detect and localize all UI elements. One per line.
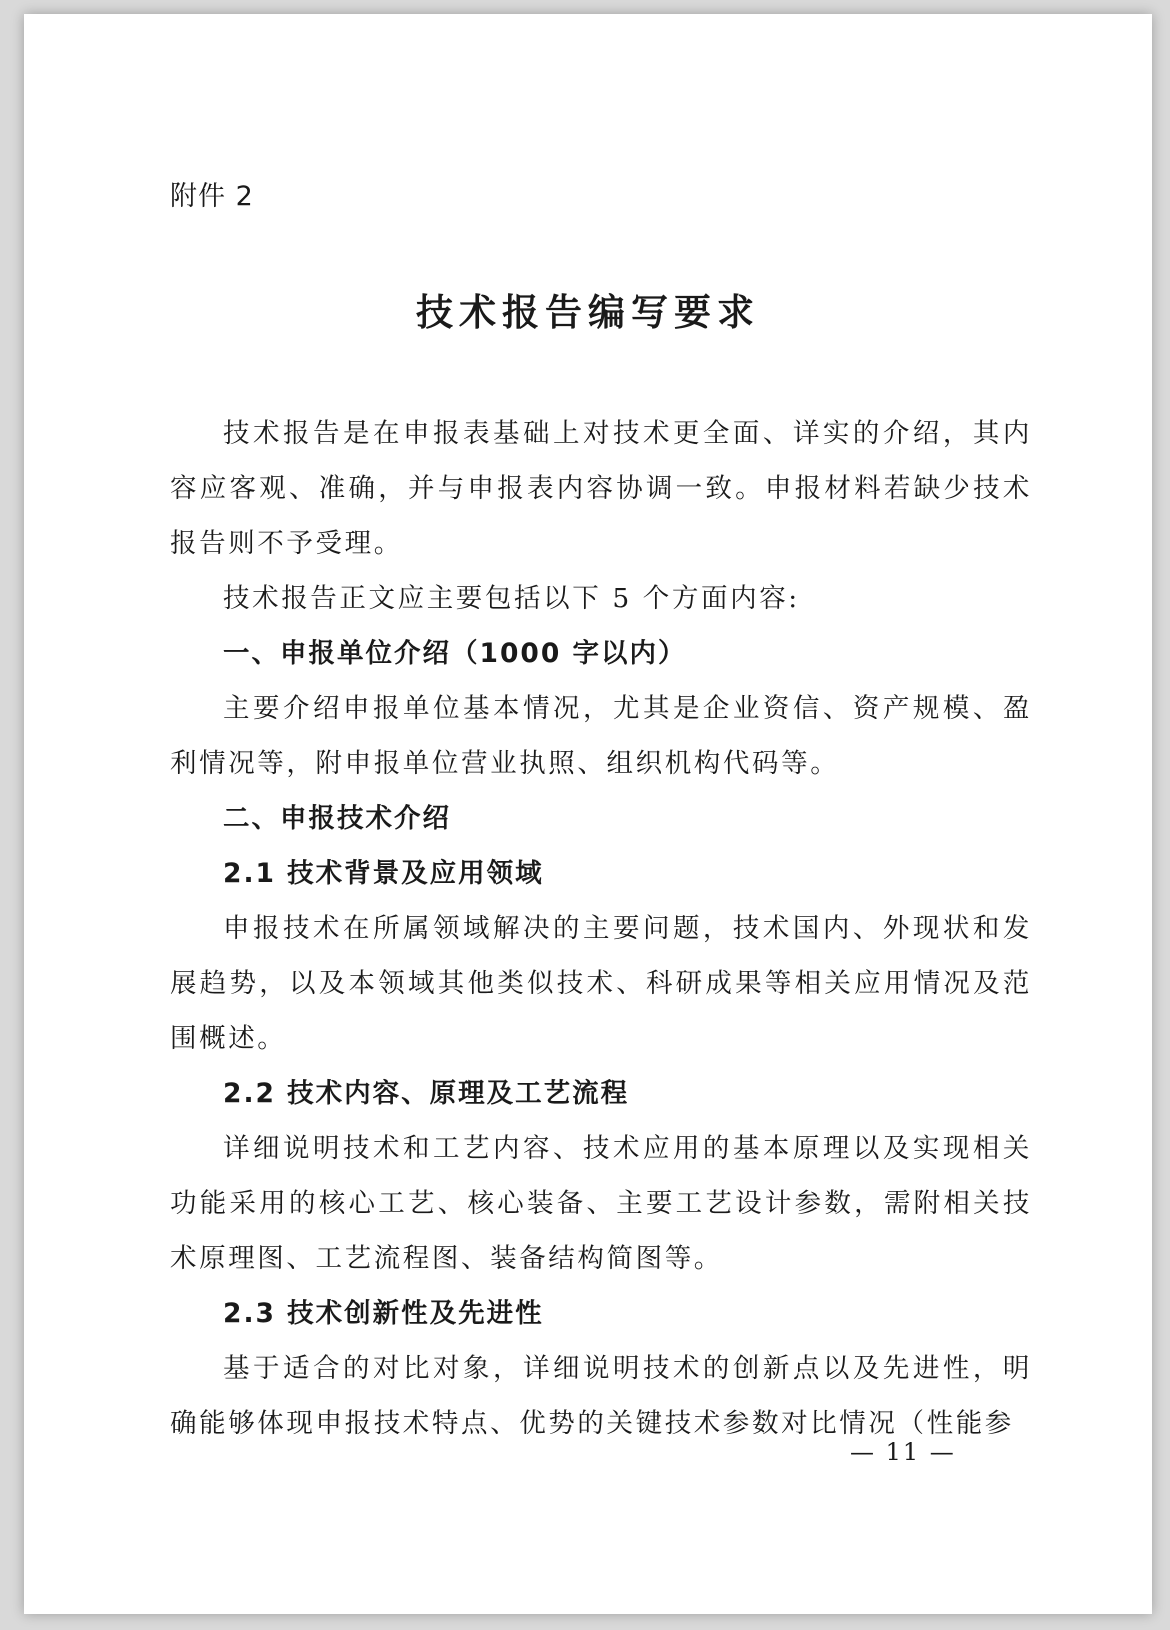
heading-section-2-1: 2.1 技术背景及应用领域 <box>223 858 544 889</box>
paragraph-intro: 技术报告是在申报表基础上对技术更全面、详实的介绍，其内容应客观、准确，并与申报表内容协调一致。申报材料若缺少技术报告则不予受理。 <box>170 418 1032 559</box>
heading-section-2-2: 2.2 技术内容、原理及工艺流程 <box>223 1078 630 1109</box>
document-body <box>170 406 1032 1451</box>
paragraph-section-2-2: 详细说明技术和工艺内容、技术应用的基本原理以及实现相关功能采用的核心工艺、核心装备、主要工艺设计参数，需附相关技术原理图、工艺流程图、装备结构简图等。 <box>170 1133 1032 1274</box>
heading-section-2-3: 2.3 技术创新性及先进性 <box>223 1298 544 1329</box>
paragraph-section-2-1: 申报技术在所属领域解决的主要问题，技术国内、外现状和发展趋势，以及本领域其他类似技术、科研成果等相关应用情况及范围概述。 <box>170 913 1032 1054</box>
paragraph-section-1: 主要介绍申报单位基本情况，尤其是企业资信、资产规模、盈利情况等，附申报单位营业执照、组织机构代码等。 <box>170 693 1032 779</box>
paragraph-section-2-3: 基于适合的对比对象，详细说明技术的创新点以及先进性，明确能够体现申报技术特点、优势的关键技术参数对比情况（性能参 <box>170 1353 1032 1439</box>
heading-section-1: 一、申报单位介绍（1000 字以内） <box>223 638 687 669</box>
heading-section-2: 二、申报技术介绍 <box>223 803 451 834</box>
page-number: — 11 — <box>850 1438 956 1466</box>
document-title: 技术报告编写要求 <box>416 290 760 334</box>
attachment-label: 附件 2 <box>170 181 254 212</box>
paragraph-scope: 技术报告正文应主要包括以下 5 个方面内容: <box>223 583 800 614</box>
document-page <box>24 14 1152 1614</box>
